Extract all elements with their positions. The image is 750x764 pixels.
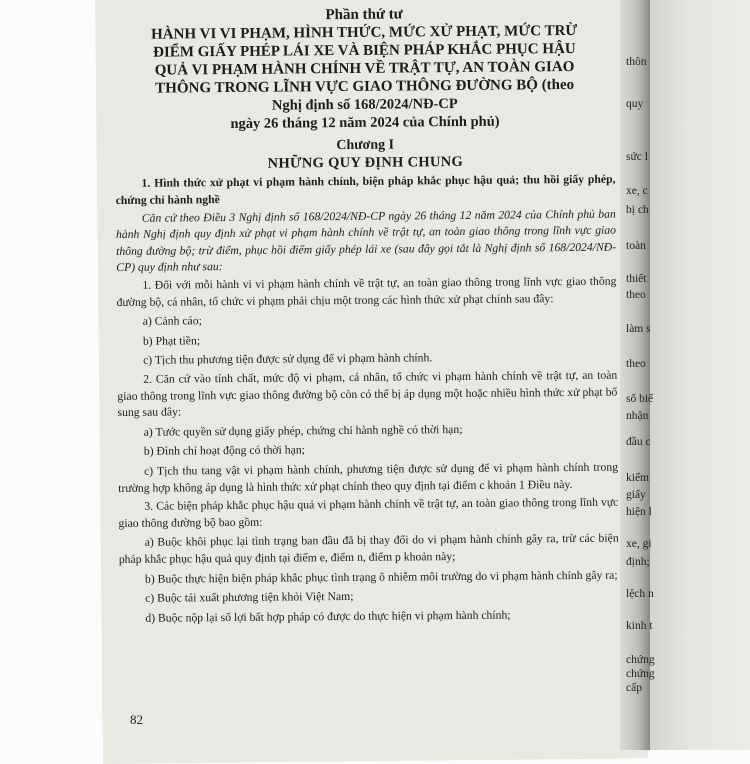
right-page-fragment: cấp	[626, 682, 642, 694]
paragraph-3: 3. Các biện pháp khắc phục hậu quả vi phạm hành chính về trật tự, an toàn giao thông trong lĩnh vực giao thông đường bộ bao gồm:	[118, 495, 619, 530]
right-page-fragment: theo	[626, 289, 646, 301]
right-page-fragment: chứng	[626, 668, 655, 680]
right-page-fragment: theo	[626, 358, 646, 370]
section-heading: 1. Hình thức xử phạt vi phạm hành chính, biện pháp khắc phục hậu quả; thu hồi giấy phép, chứng chỉ hành nghề	[115, 172, 616, 207]
right-page-fragment: bị ch	[626, 204, 649, 216]
date-line: ngày 26 tháng 12 năm 2024 của Chính phủ)	[230, 113, 500, 132]
decree-line: Nghị định số 168/2024/NĐ-CP	[271, 96, 458, 114]
right-page-fragment: sức l	[626, 151, 648, 163]
paragraph-2: 2. Căn cứ vào tính chất, mức độ vi phạm, cá nhân, tổ chức vi phạm hành chính về trật tự, an toàn giao thông trong lĩnh vực giao thông đường bộ còn có thể bị áp dụng một hoặc nhiều hình thức xử phạt bổ sung sau đây:	[117, 368, 618, 420]
list-item: a) Tước quyền sử dụng giấy phép, chứng chỉ hành nghề có thời hạn;	[143, 422, 463, 439]
title-line: THÔNG TRONG LĨNH VỰC GIAO THÔNG ĐƯỜNG BỘ (theo	[155, 76, 575, 97]
chapter-number: Chương I	[336, 137, 395, 154]
right-page	[650, 0, 750, 750]
page-content	[114, 4, 619, 628]
list-item: b) Buộc thực hiện biện pháp khắc phục tình trạng ô nhiễm môi trường do vi phạm hành chính gây ra;	[144, 568, 618, 586]
list-item: a) Cảnh cáo;	[142, 314, 202, 328]
title-line: ĐIỂM GIẤY PHÉP LÁI XE VÀ BIỆN PHÁP KHẮC PHỤC HẬU	[153, 40, 576, 61]
right-page-fragment: kinh t	[626, 620, 653, 632]
right-page-fragment: quy	[626, 98, 644, 110]
list-item: d) Buộc nộp lại số lợi bất hợp pháp có được do thực hiện vi phạm hành chính;	[145, 608, 511, 625]
intro-paragraph: Căn cứ theo Điều 3 Nghị định số 168/2024/NĐ-CP ngày 26 tháng 12 năm 2024 của Chính phủ ban hành Nghị định quy định xử phạt vi phạm hành chính về trật tự, an toàn giao thông trong lĩnh vực giao thông đường bộ; trừ điểm, phục hồi điểm giấy phép lái xe (sau đây gọi tắt là Nghị định số 168/2024/NĐ-CP) quy định như sau:	[115, 207, 617, 274]
list-item: b) Đình chỉ hoạt động có thời hạn;	[143, 443, 305, 459]
right-page-fragment: giấy	[626, 489, 646, 501]
right-page-fragment: làm s	[626, 323, 651, 335]
right-page-fragment: hiện l	[626, 506, 652, 518]
right-page-fragment: chứng	[626, 654, 655, 666]
right-page-fragment: xe, c	[626, 185, 648, 197]
chapter-name: NHỮNG QUY ĐỊNH CHUNG	[267, 153, 464, 172]
paragraph-1: 1. Đối với mỗi hành vi vi phạm hành chính về trật tự, an toàn giao thông trong lĩnh vực giao thông đường bộ, cá nhân, tổ chức vi phạm phải chịu một trong các hình thức xử phạt chính sau đây:	[116, 274, 617, 309]
page-number: 82	[130, 712, 143, 727]
right-page-fragment: đầu c	[626, 436, 651, 448]
right-page-fragment: thiết	[626, 273, 647, 285]
part-heading: Phần thứ tư	[325, 6, 403, 24]
list-item: c) Tịch thu tang vật vi phạm hành chính, phương tiện được sử dụng để vi phạm hành chính trong trường hợp không áp dụng là hình thức xử phạt chính theo quy định tại điểm c khoản 1 Điều này.	[118, 460, 619, 495]
right-page-fragment: định;	[626, 556, 650, 568]
right-page-fragment: toàn	[626, 240, 646, 252]
list-item: b) Phạt tiền;	[142, 334, 201, 348]
right-page-fragment: xe, gi	[626, 538, 652, 550]
list-item: c) Buộc tái xuất phương tiện khỏi Việt Nam;	[145, 590, 354, 605]
right-page-fragment: số biể	[626, 393, 654, 405]
book-gutter	[620, 0, 654, 750]
right-page-fragment: nhận	[626, 410, 649, 422]
list-item: a) Buộc khôi phục lại tình trạng ban đầu đã bị thay đổi do vi phạm hành chính gây ra, trừ các biện pháp khắc phục hậu quả quy định tại điểm e, điểm n, điểm p khoản này;	[118, 531, 619, 566]
title-line: QUẢ VI PHẠM HÀNH CHÍNH VỀ TRẬT TỰ, AN TOÀN GIAO	[154, 58, 575, 79]
right-page-fragment: lệch n	[626, 588, 654, 600]
list-item: c) Tịch thu phương tiện được sử dụng để vi phạm hành chính.	[143, 351, 433, 368]
right-page-fragment: kiểm	[626, 472, 649, 484]
right-page-fragment: thôn	[626, 56, 647, 68]
title-line: HÀNH VI VI PHẠM, HÌNH THỨC, MỨC XỬ PHẠT, MỨC TRỪ	[151, 22, 578, 43]
